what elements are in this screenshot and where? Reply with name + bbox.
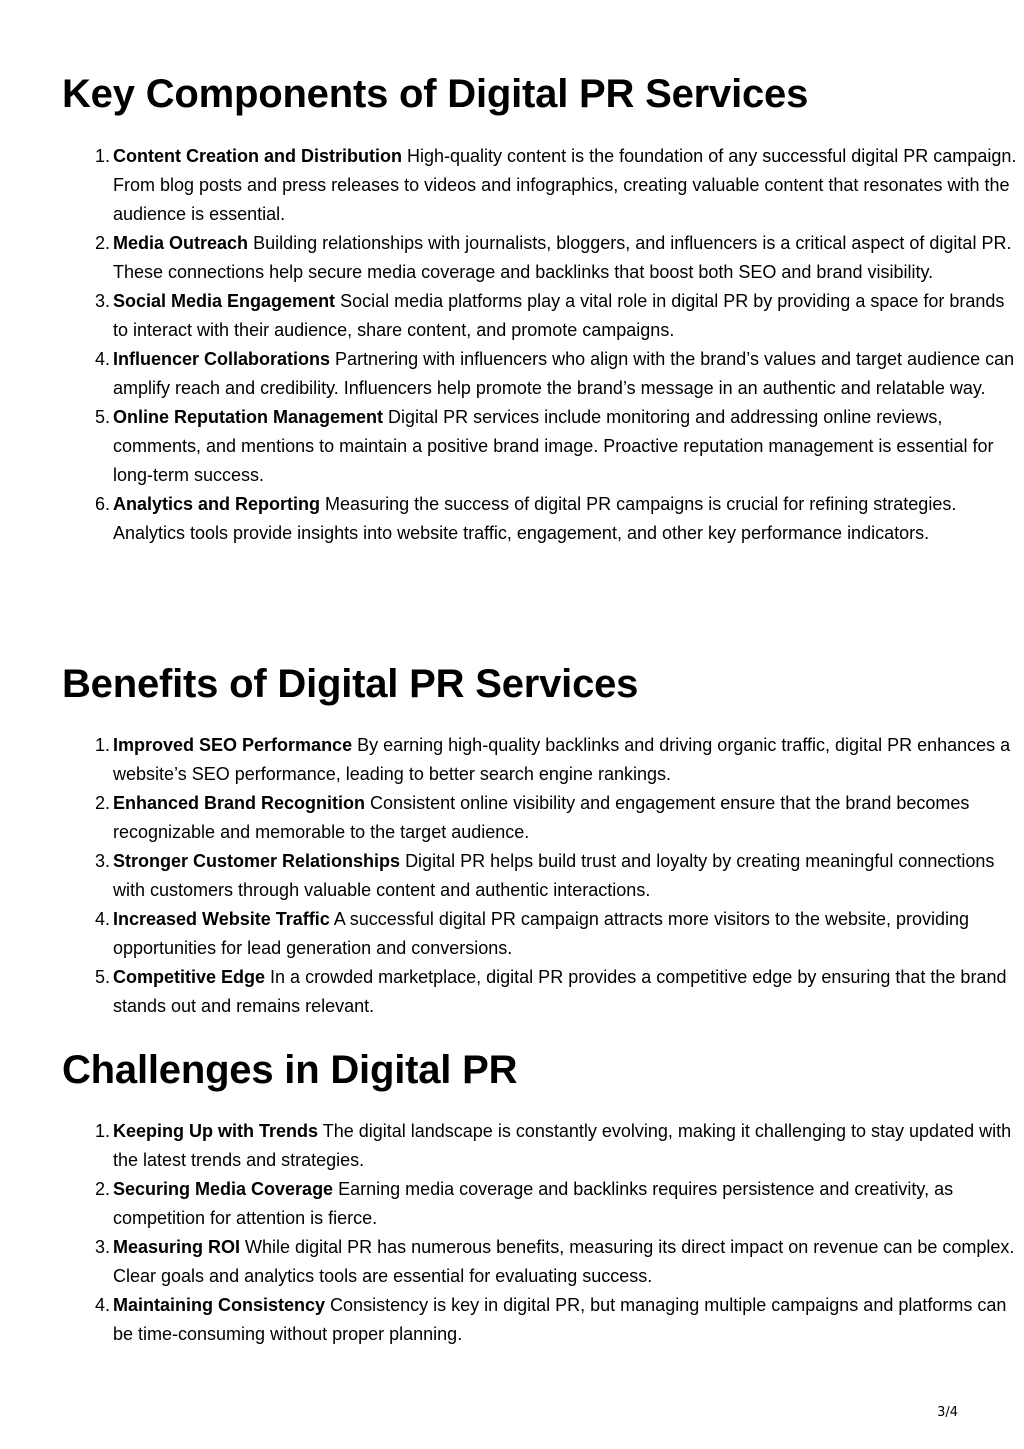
- list-item-number: 3.: [94, 1237, 110, 1257]
- list-item: [94, 229, 1023, 287]
- benefits-list: [62, 731, 1023, 1021]
- list-item-title: Analytics and Reporting: [113, 494, 321, 514]
- list-item-title: Keeping Up with Trends: [113, 1121, 319, 1141]
- list-item-text: Digital PR services include monitoring and addressing online reviews, comments, and mentions to maintain a positive brand image. Proactive reputation management is essential for long-term success.: [113, 407, 994, 485]
- list-item-text: Consistent online visibility and engagement ensure that the brand becomes recognizable and memorable to the target audience.: [113, 793, 970, 842]
- list-item-number: 4.: [94, 1295, 110, 1315]
- list-item-number: 1.: [94, 735, 110, 755]
- list-item-number: 2.: [94, 793, 110, 813]
- list-item-title: Content Creation and Distribution: [113, 146, 402, 166]
- list-item-title: Enhanced Brand Recognition: [113, 793, 366, 813]
- section-heading-benefits: Benefits of Digital PR Services: [62, 662, 639, 706]
- list-item-title: Stronger Customer Relationships: [113, 851, 401, 871]
- key-components-list: [62, 142, 1023, 548]
- list-item-title: Maintaining Consistency: [113, 1295, 326, 1315]
- list-item-number: 3.: [94, 291, 110, 311]
- list-item-number: 2.: [94, 1179, 110, 1199]
- list-item-title: Online Reputation Management: [113, 407, 384, 427]
- list-item-text: Partnering with influencers who align with the brand’s values and target audience can amplify reach and credibility. Influencers help promote the brand’s message in an authentic and relatable way.: [113, 349, 1015, 398]
- list-item-title: Competitive Edge: [113, 967, 266, 987]
- list-item: [94, 847, 1023, 905]
- list-item-title: Influencer Collaborations: [113, 349, 331, 369]
- list-item-number: 6.: [94, 494, 110, 514]
- list-item-text: High-quality content is the foundation of any successful digital PR campaign. From blog posts and press releases to videos and infographics, creating valuable content that resonates with the audience is essential.: [113, 146, 1017, 224]
- list-item: [94, 490, 1023, 548]
- section-heading-challenges: Challenges in Digital PR: [62, 1048, 518, 1092]
- list-item-text: Measuring the success of digital PR campaigns is crucial for refining strategies. Analytics tools provide insights into website traffic, engagement, and other key performance indicators.: [113, 494, 957, 543]
- challenges-list: [62, 1117, 1023, 1349]
- list-item-title: Measuring ROI: [113, 1237, 241, 1257]
- list-item: [94, 1117, 1023, 1175]
- list-item-number: 1.: [94, 146, 110, 166]
- list-item-text: Social media platforms play a vital role in digital PR by providing a space for brands to interact with their audience, share content, and promote campaigns.: [113, 291, 1005, 340]
- list-item-number: 1.: [94, 1121, 110, 1141]
- list-item-title: Social Media Engagement: [113, 291, 336, 311]
- list-item-number: 5.: [94, 967, 110, 987]
- list-item-title: Increased Website Traffic: [113, 909, 330, 929]
- list-item: [94, 142, 1023, 229]
- list-item-text: By earning high-quality backlinks and driving organic traffic, digital PR enhances a website’s SEO performance, leading to better search engine rankings.: [113, 735, 1011, 784]
- page-number: 3/4: [937, 1405, 958, 1420]
- list-item-text: Building relationships with journalists, bloggers, and influencers is a critical aspect of digital PR. These connections help secure media coverage and backlinks that boost both SEO and brand visibility.: [113, 233, 1012, 282]
- list-item-number: 3.: [94, 851, 110, 871]
- list-item-text: In a crowded marketplace, digital PR provides a competitive edge by ensuring that the brand stands out and remains relevant.: [113, 967, 1007, 1016]
- list-item: [94, 345, 1023, 403]
- list-item: [94, 789, 1023, 847]
- list-item-text: While digital PR has numerous benefits, measuring its direct impact on revenue can be complex. Clear goals and analytics tools are essential for evaluating success.: [113, 1237, 1015, 1286]
- list-item-text: The digital landscape is constantly evolving, making it challenging to stay updated with the latest trends and strategies.: [113, 1121, 1012, 1170]
- section-heading-key-components: Key Components of Digital PR Services: [62, 72, 809, 116]
- list-item: [94, 905, 1023, 963]
- list-item-number: 5.: [94, 407, 110, 427]
- list-item: [94, 1175, 1023, 1233]
- list-item-text: Consistency is key in digital PR, but managing multiple campaigns and platforms can be time-consuming without proper planning.: [113, 1295, 1007, 1344]
- list-item-number: 4.: [94, 909, 110, 929]
- list-item: [94, 403, 1023, 490]
- list-item: [94, 963, 1023, 1021]
- list-item-number: 4.: [94, 349, 110, 369]
- list-item: [94, 287, 1023, 345]
- list-item-title: Improved SEO Performance: [113, 735, 353, 755]
- list-item: [94, 1291, 1023, 1349]
- list-item: [94, 1233, 1023, 1291]
- list-item-text: A successful digital PR campaign attracts more visitors to the website, providing opportunities for lead generation and conversions.: [113, 909, 970, 958]
- list-item-title: Media Outreach: [113, 233, 249, 253]
- list-item-number: 2.: [94, 233, 110, 253]
- list-item-title: Securing Media Coverage: [113, 1179, 334, 1199]
- list-item-text: Digital PR helps build trust and loyalty by creating meaningful connections with customers through valuable content and authentic interactions.: [113, 851, 995, 900]
- list-item: [94, 731, 1023, 789]
- list-item-text: Earning media coverage and backlinks requires persistence and creativity, as competition for attention is fierce.: [113, 1179, 954, 1228]
